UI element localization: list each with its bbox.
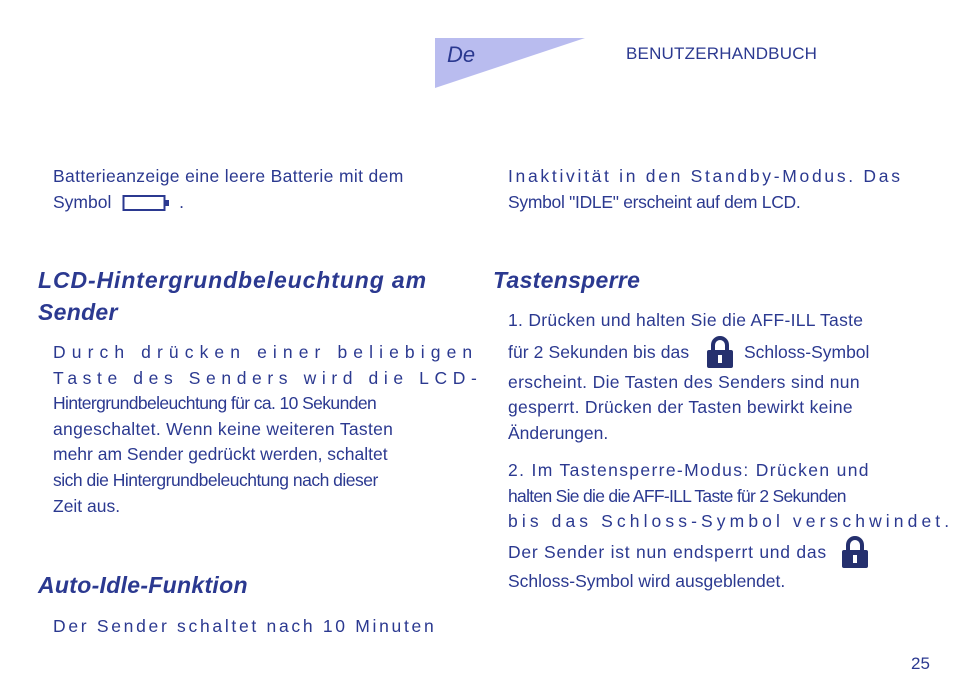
lcd-backlight-line-3: Hintergrundbeleuchtung für ca. 10 Sekunden — [53, 393, 377, 414]
key-lock-step-2-line-4-text: Der Sender ist nun endsperrt und das — [508, 541, 827, 562]
key-lock-step-1-line-1: 1. Drücken und halten Sie die AFF-ILL Taste — [508, 310, 864, 330]
key-lock-step-1 — [508, 308, 916, 446]
lcd-backlight-paragraph — [53, 340, 483, 519]
lcd-backlight-line-4: angeschaltet. Wenn keine weiteren Tasten — [53, 418, 394, 439]
key-lock-step-1-line-2-prefix: für 2 Sekunden bis das — [508, 341, 690, 362]
right-intro-line-2: Symbol "IDLE" erscheint auf dem LCD. — [508, 191, 801, 212]
lcd-backlight-line-1: Durch drücken einer beliebigen — [53, 342, 479, 362]
lcd-backlight-line-2: Taste des Senders wird die LCD- — [53, 367, 483, 388]
page-number: 25 — [911, 654, 930, 673]
key-lock-step-1-line-3: erscheint. Die Tasten des Senders sind nun — [508, 371, 860, 392]
key-lock-step-2-line-5: Schloss-Symbol wird ausgeblendet. — [508, 570, 786, 591]
section-title-key-lock: Tastensperre — [493, 267, 641, 293]
padlock-icon — [704, 336, 736, 370]
left-intro-line-2 — [53, 190, 462, 216]
key-lock-step-2-line-3: bis das Schloss-Symbol verschwindet. — [508, 511, 954, 532]
lcd-backlight-line-6: sich die Hintergrundbeleuchtung nach dieser — [53, 469, 378, 490]
right-intro-line-1: Inaktivität in den Standby-Modus. Das — [508, 166, 903, 186]
section-title-lcd-backlight-line-2: Sender — [38, 299, 118, 325]
key-lock-step-2 — [508, 458, 954, 594]
section-title-lcd-backlight-line-1: LCD-Hintergrundbeleuchtung am — [38, 267, 427, 293]
key-lock-step-2-line-2: halten Sie die die AFF-ILL Taste für 2 Sekunden — [508, 485, 846, 506]
right-intro-paragraph — [508, 164, 916, 215]
lcd-backlight-line-7: Zeit aus. — [53, 495, 121, 516]
auto-idle-line-1: Der Sender schaltet nach 10 Minuten — [53, 616, 437, 636]
left-intro-line-1: Batterieanzeige eine leere Batterie mit dem — [53, 166, 404, 186]
lcd-backlight-line-5: mehr am Sender gedrückt werden, schaltet — [53, 444, 388, 465]
auto-idle-paragraph — [53, 614, 462, 640]
key-lock-step-1-line-5: Änderungen. — [508, 422, 609, 443]
key-lock-step-2-line-4 — [508, 535, 916, 569]
padlock-icon — [839, 536, 871, 570]
key-lock-step-2-line-1: 2. Im Tastensperre-Modus: Drücken und — [508, 460, 870, 480]
key-lock-step-1-line-4: gesperrt. Drücken der Tasten bewirkt keine — [508, 397, 853, 418]
section-title-auto-idle: Auto-Idle-Funktion — [38, 572, 248, 598]
left-intro-paragraph — [53, 164, 462, 215]
document-title: BENUTZERHANDBUCH — [626, 44, 818, 63]
key-lock-step-1-line-2-suffix: Schloss-Symbol — [743, 341, 870, 362]
left-intro-symbol-label: Symbol — [53, 191, 112, 212]
key-lock-step-1-line-2 — [508, 334, 916, 370]
language-tab-label: De — [447, 42, 476, 67]
section-title-lcd-backlight — [38, 264, 427, 328]
left-intro-period: . — [179, 191, 184, 212]
empty-battery-icon — [122, 194, 172, 212]
